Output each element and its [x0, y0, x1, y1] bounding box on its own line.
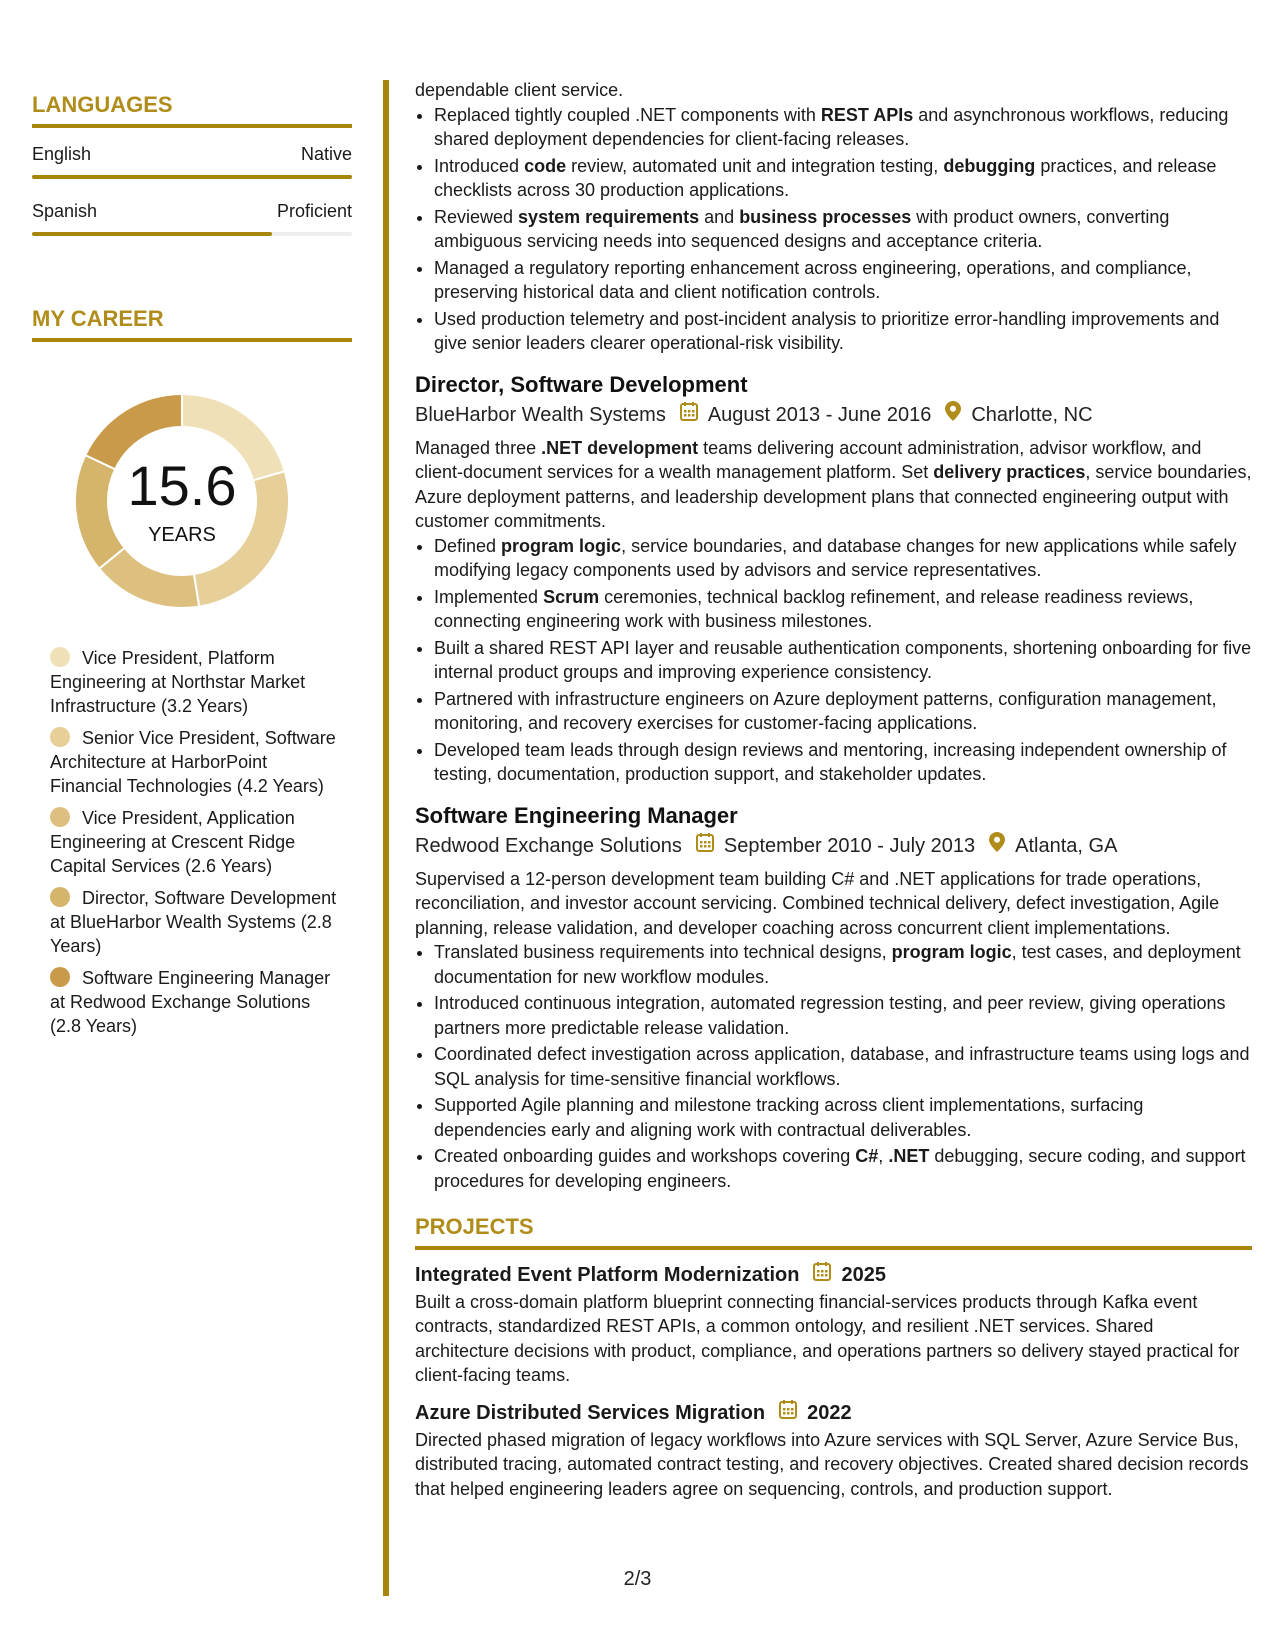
job-entry-blueharbor	[415, 370, 1252, 787]
language-level: Native	[300, 144, 352, 164]
career-total-unit: YEARS	[148, 524, 216, 546]
legend-item	[50, 806, 340, 878]
job-summary: Supervised a 12-person development team building C# and .NET applications for trade operations, reconciliation, and investor account servicing. Combined technical delivery, defect investigation, Agile planning, release validation, and developer coaching across concurrent client implementations.	[415, 868, 1220, 938]
language-proficiency-bar	[32, 232, 352, 236]
keyword: REST APIs	[820, 104, 914, 125]
language-proficiency-fill	[32, 175, 352, 179]
bullet-item: • Introduced continuous integration, automated regression testing, and peer review, giving operations partners more predictable release validation.	[434, 991, 1252, 1040]
job-bullets	[415, 940, 1252, 1193]
previous-role-continuation: dependable client service.	[415, 80, 624, 100]
project-item	[415, 1260, 1252, 1388]
job-location: Atlanta, GA	[1015, 834, 1118, 857]
calendar-icon	[680, 400, 698, 430]
legend-dot-icon	[50, 647, 70, 667]
job-meta	[415, 831, 1252, 861]
legend-item	[50, 966, 340, 1038]
column-divider	[383, 80, 389, 1596]
legend-label: Software Engineering Manager at Redwood Exchange Solutions (2.8 Years)	[50, 968, 331, 1036]
job-meta	[415, 400, 1252, 430]
bullet-item: • Partnered with infrastructure engineers on Azure deployment patterns, configuration management, monitoring, and recovery exercises for customer-facing applications.	[434, 687, 1252, 736]
job-dates: August 2013 - June 2016	[707, 403, 932, 426]
legend-dot-icon	[50, 967, 70, 987]
job-entry-redwood	[415, 801, 1252, 1194]
job-summary: Managed three .NET development teams delivering account administration, advisor workflow, and client-document services for a wealth management platform. Set delivery practices, service boundaries, Azure deployment patterns, and leadership development plans that connected engineering output with customer commitments.	[415, 437, 1252, 531]
keyword: code	[524, 155, 567, 176]
calendar-icon	[813, 1260, 831, 1290]
keyword: C#	[855, 1146, 879, 1166]
legend-item	[50, 886, 340, 958]
calendar-icon	[696, 831, 714, 861]
bullet-item: • Implemented Scrum ceremonies, technical backlog refinement, and release readiness reviews, connecting engineering work with business milestones.	[434, 585, 1252, 634]
job-location: Charlotte, NC	[971, 403, 1093, 426]
languages-section	[32, 92, 352, 236]
career-section	[32, 306, 352, 1038]
keyword: .NET	[888, 1146, 930, 1166]
bullet-item: • Replaced tightly coupled .NET components with REST APIs and asynchronous workflows, reducing shared deployment dependencies for client-facing releases.	[434, 103, 1252, 152]
career-legend	[50, 646, 340, 1038]
career-donut-chart	[67, 386, 297, 616]
language-spanish	[32, 201, 352, 236]
keyword: Scrum	[543, 586, 600, 607]
bullet-item: • Created onboarding guides and workshops covering C#, .NET debugging, secure coding, and support procedures for developing engineers.	[434, 1144, 1252, 1193]
project-name: Azure Distributed Services Migration	[415, 1401, 766, 1424]
language-proficiency-bar	[32, 175, 352, 179]
language-name: English	[32, 144, 92, 164]
projects-title: PROJECTS	[415, 1215, 1252, 1250]
legend-label: Vice President, Platform Engineering at Northstar Market Infrastructure (3.2 Years)	[50, 648, 306, 716]
legend-label: Director, Software Development at BlueHarbor Wealth Systems (2.8 Years)	[50, 888, 337, 956]
project-year: 2025	[841, 1263, 886, 1286]
legend-item	[50, 726, 340, 798]
keyword: debugging	[943, 155, 1036, 176]
job-company: BlueHarbor Wealth Systems	[415, 403, 666, 426]
project-year: 2022	[807, 1401, 852, 1424]
language-english	[32, 144, 352, 179]
keyword: system requirements	[518, 206, 700, 227]
keyword: delivery practices	[933, 462, 1086, 482]
keyword: .NET development	[541, 437, 699, 458]
legend-dot-icon	[50, 727, 70, 747]
keyword: program logic	[501, 535, 622, 556]
projects-section	[415, 1215, 1252, 1501]
career-total-years: 15.6	[127, 454, 237, 517]
page-number: 2/3	[623, 1568, 652, 1590]
sidebar	[32, 92, 352, 1046]
bullet-item: • Developed team leads through design reviews and mentoring, increasing independent ownership of testing, documentation, production support, and stakeholder updates.	[434, 738, 1252, 787]
legend-label: Vice President, Application Engineering at Crescent Ridge Capital Services (2.6 Years)	[50, 808, 296, 876]
career-title: MY CAREER	[32, 306, 352, 342]
job-title: Director, Software Development	[415, 371, 748, 397]
bullet-item: • Introduced code review, automated unit and integration testing, debugging practices, and release checklists across 30 production applications.	[434, 154, 1252, 203]
location-pin-icon	[945, 400, 961, 430]
job-bullets	[415, 534, 1252, 787]
job-company: Redwood Exchange Solutions	[415, 834, 682, 857]
previous-role-bullets	[415, 103, 1252, 356]
project-description: Built a cross-domain platform blueprint connecting financial-services products through Kafka event contracts, standardized REST APIs, a common ontology, and resilient .NET services. Shared architecture decisions with product, compliance, and operations partners so delivery stayed practical for client-facing teams.	[415, 1291, 1240, 1385]
legend-dot-icon	[50, 887, 70, 907]
job-title: Software Engineering Manager	[415, 802, 738, 828]
language-level: Proficient	[276, 201, 352, 221]
bullet-item: • Reviewed system requirements and business processes with product owners, converting ambiguous servicing needs into sequenced designs and acceptance criteria.	[434, 205, 1252, 254]
legend-label: Senior Vice President, Software Architecture at HarborPoint Financial Technologies (4.2 Years)	[50, 728, 336, 796]
project-header	[415, 1260, 1252, 1290]
bullet-item: • Managed a regulatory reporting enhancement across engineering, operations, and compliance, preserving historical data and client notification controls.	[434, 256, 1252, 305]
bullet-item: • Coordinated defect investigation across application, database, and infrastructure teams using logs and SQL analysis for time-sensitive financial workflows.	[434, 1042, 1252, 1091]
legend-dot-icon	[50, 807, 70, 827]
main-column	[415, 78, 1252, 1501]
languages-title: LANGUAGES	[32, 92, 352, 128]
bullet-item: • Used production telemetry and post-incident analysis to prioritize error-handling improvements and give senior leaders clearer operational-risk visibility.	[434, 307, 1252, 356]
bullet-item: • Translated business requirements into technical designs, program logic, test cases, and deployment documentation for new workflow modules.	[434, 940, 1252, 989]
bullet-item: • Defined program logic, service boundaries, and database changes for new applications while safely modifying legacy components used by advisors and service representatives.	[434, 534, 1252, 583]
legend-item	[50, 646, 340, 718]
bullet-item: • Built a shared REST API layer and reusable authentication components, shortening onboarding for five internal product groups and improving experience consistency.	[434, 636, 1252, 685]
job-dates: September 2010 - July 2013	[723, 834, 976, 857]
keyword: business processes	[739, 206, 912, 227]
calendar-icon	[779, 1398, 797, 1428]
bullet-item: • Supported Agile planning and milestone tracking across client implementations, surfacing dependencies early and aligning work with contractual deliverables.	[434, 1093, 1252, 1142]
location-pin-icon	[989, 831, 1005, 861]
project-description: Directed phased migration of legacy workflows into Azure services with SQL Server, Azure Service Bus, distributed tracing, automated contract testing, and recovery objectives. Created shared decision records that helped engineering leaders agree on sequencing, controls, and production support.	[415, 1429, 1249, 1499]
language-proficiency-fill	[32, 232, 272, 236]
project-header	[415, 1398, 1252, 1428]
project-item	[415, 1398, 1252, 1502]
language-name: Spanish	[32, 201, 98, 221]
keyword: program logic	[891, 942, 1012, 962]
project-name: Integrated Event Platform Modernization	[415, 1263, 800, 1286]
